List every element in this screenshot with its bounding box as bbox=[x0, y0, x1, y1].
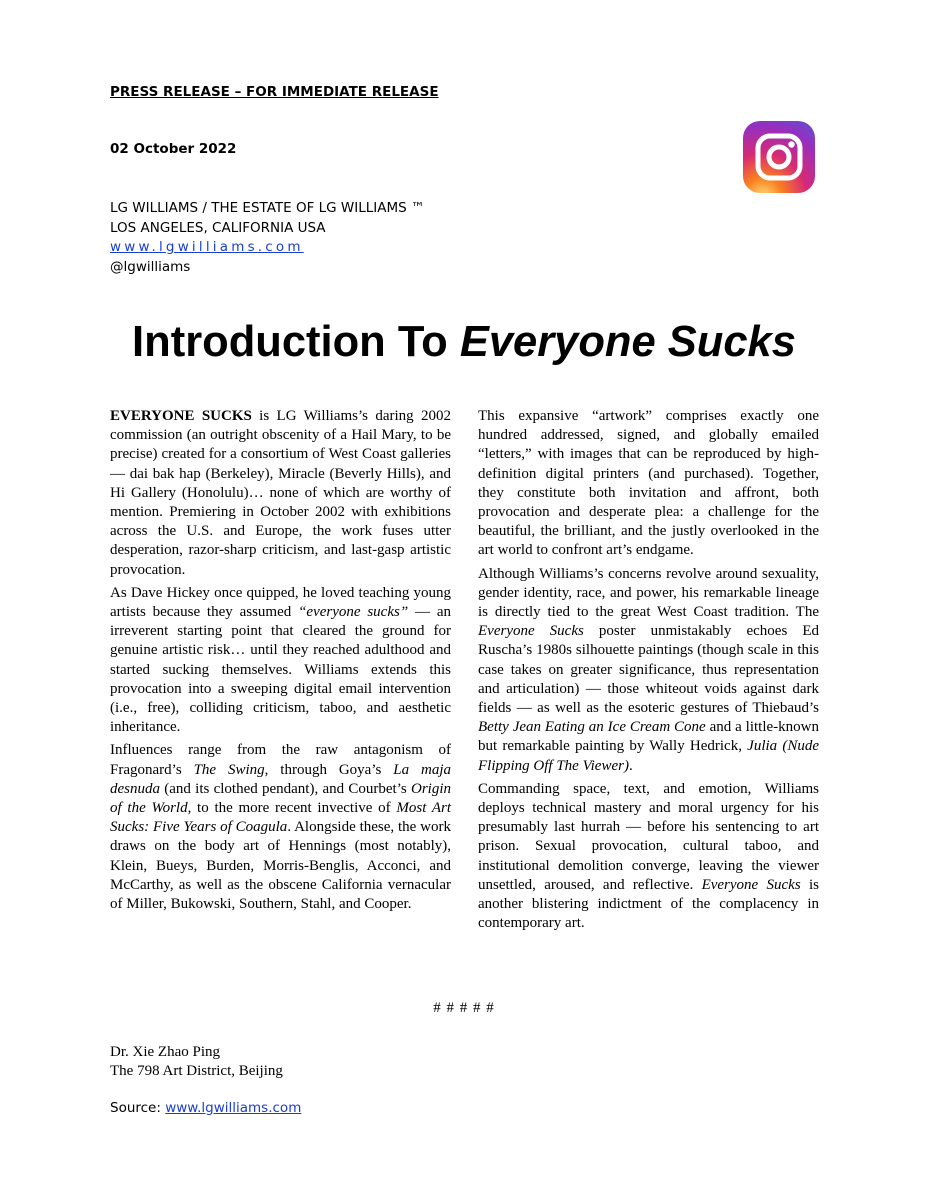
body-paragraph bbox=[110, 741, 451, 914]
signatory-name: Dr. Xie Zhao Ping bbox=[110, 1044, 220, 1060]
text-run: , to the more recent invective of bbox=[187, 800, 397, 817]
text-run: This expansive “artwork” comprises exactly one hundred addressed, signed, and globally emailed “letters,” with images that can be reproduced by high-definition digital printers (and purchased). Together, they constitute both invitation and affront, both provocation and desperate plea: a challenge for the beautiful, the brilliant, and the justly overlooked in the art world to confront art’s endgame. bbox=[478, 408, 819, 559]
body-paragraph bbox=[110, 584, 451, 738]
text-run: , through Goya’s bbox=[264, 761, 394, 778]
italic-run: La maja desnuda bbox=[110, 761, 451, 797]
source-line bbox=[110, 1100, 301, 1116]
italic-run: Everyone Sucks bbox=[478, 623, 584, 640]
italic-run: Origin of the World bbox=[110, 780, 451, 817]
body-paragraph bbox=[478, 565, 819, 776]
contact-block bbox=[110, 199, 425, 277]
body-paragraph bbox=[110, 407, 451, 580]
title-emphasis: Everyone Sucks bbox=[459, 318, 796, 366]
italic-run: Everyone Sucks bbox=[701, 876, 801, 893]
document-title bbox=[0, 318, 928, 367]
text-run: and a little-known but remarkable painting by Wally Hedrick, bbox=[478, 719, 820, 755]
text-run: is another blistering indictment of the complacency in contemporary art. bbox=[478, 876, 819, 932]
signature-block bbox=[110, 1043, 283, 1081]
text-run: . bbox=[628, 757, 633, 774]
title-prefix: Introduction To bbox=[132, 318, 460, 366]
end-separator: # # # # # bbox=[433, 1000, 495, 1016]
body-paragraph bbox=[478, 407, 819, 561]
italic-run: The Swing bbox=[193, 761, 265, 778]
text-run: poster unmistakably echoes Ed Ruscha’s 1980s silhouette paintings (though scale in this case takes on greater significance, thus representation and articulation) — those whiteout voids against dark fields — as well as the esoteric gestures of Thiebaud’s bbox=[478, 623, 819, 717]
text-run: — an irreverent starting point that cleared the ground for genuine artistic risk… until they reached adulthood and started sucking themselves. Williams extends this provocation into a sweeping digital email intervention (i.e., free), colliding criticism, taboo, and aesthetic inheritance. bbox=[110, 604, 451, 736]
source-label: Source: bbox=[110, 1100, 166, 1116]
italic-run: Betty Jean Eating an Ice Cream Cone bbox=[478, 719, 706, 736]
contact-location: LOS ANGELES, CALIFORNIA USA bbox=[110, 219, 326, 236]
italic-run: Julia (Nude Flipping Off The Viewer) bbox=[478, 738, 819, 774]
text-run: Commanding space, text, and emotion, Williams deploys technical mastery and moral urgency for his presumably last hurrah — before his sentencing to art prison. Sexual provocation, cultural taboo, and institutional demolition converge, leaving the viewer unsettled, aroused, and reflective. bbox=[478, 780, 819, 893]
body-column-right bbox=[478, 407, 819, 937]
text-run: . Alongside these, the work draws on the body art of Hennings (most notably), Klein, Bueys, Burden, Morris-Benglis, Acconci, and McCarthy, as well as the obscene California vernacular of Miller, Bukowski, Southern, Stahl, and Cooper. bbox=[110, 819, 451, 913]
instagram-icon[interactable] bbox=[743, 121, 815, 193]
press-release-header: PRESS RELEASE – FOR IMMEDIATE RELEASE bbox=[110, 84, 439, 100]
text-run: (and its clothed pendant), and Courbet’s bbox=[160, 780, 411, 797]
italic-run: “everyone sucks” bbox=[298, 604, 409, 621]
website-link[interactable]: www.lgwilliams.com bbox=[110, 239, 304, 255]
body-paragraph bbox=[478, 780, 819, 934]
bold-run: EVERYONE SUCKS bbox=[110, 408, 252, 424]
source-link[interactable]: www.lgwilliams.com bbox=[165, 1100, 302, 1116]
contact-name: LG WILLIAMS / THE ESTATE OF LG WILLIAMS ™ bbox=[110, 200, 425, 216]
social-handle: @lgwilliams bbox=[110, 258, 191, 275]
signatory-place: The 798 Art District, Beijing bbox=[110, 1063, 283, 1080]
text-run: As Dave Hickey once quipped, he loved teaching young artists because they assumed bbox=[110, 584, 451, 621]
italic-run: Most Art Sucks: Five Years of Coagula bbox=[110, 800, 451, 836]
text-run: Although Williams’s concerns revolve around sexuality, gender identity, race, and power, his remarkable lineage is directly tied to the great West Coast tradition. The bbox=[478, 565, 819, 621]
text-run: Influences range from the raw antagonism of Fragonard’s bbox=[110, 742, 451, 778]
text-run: is LG Williams’s daring 2002 commission (an outright obscenity of a Hail Mary, to be precise) created for a consortium of West Coast galleries — dai bak hap (Berkeley), Miracle (Beverly Hills), and Hi Gallery (Honolulu)… none of which are worthy of mention. Premiering in October 2002 with exhibitions across the U.S. and Europe, the work fuses utter desperation, razor-sharp criticism, and last-gasp artistic provocation. bbox=[110, 408, 451, 578]
release-date: 02 October 2022 bbox=[110, 141, 237, 157]
body-column-left bbox=[110, 407, 451, 918]
